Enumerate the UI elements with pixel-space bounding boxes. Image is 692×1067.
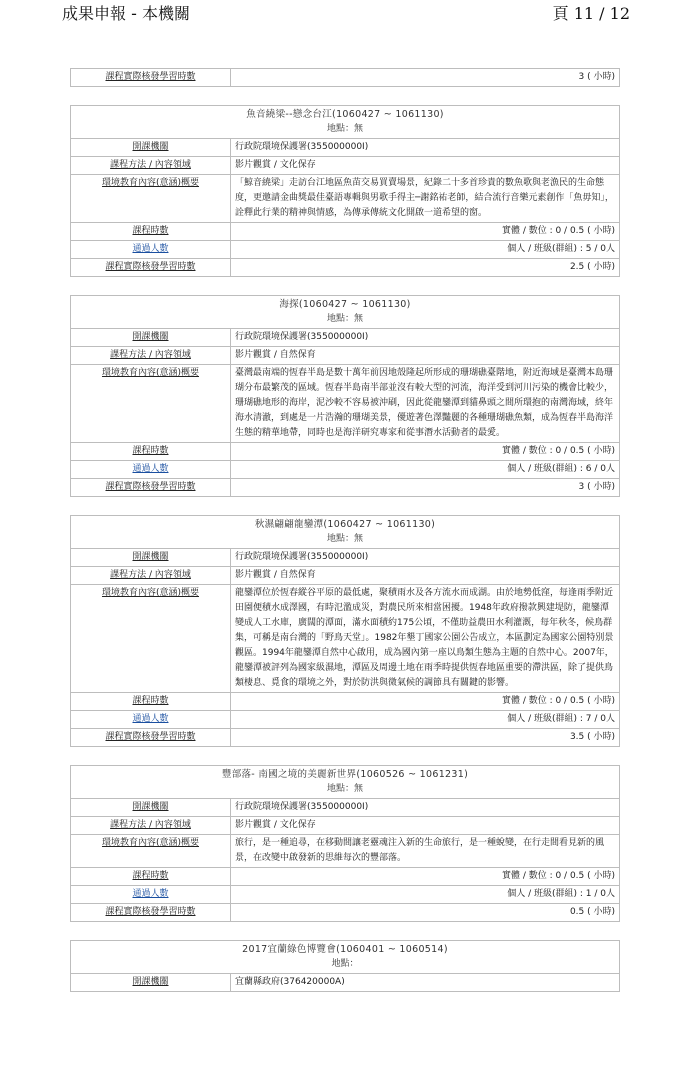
people-label[interactable] [71, 711, 231, 729]
people-link[interactable]: 通過人數 [132, 889, 169, 899]
method-label: 課程方法 / 內容領域 [71, 817, 231, 835]
org-label: 開課機關 [71, 329, 231, 347]
report-content [70, 68, 620, 992]
org-label: 開課機關 [71, 799, 231, 817]
method-label: 課程方法 / 內容領域 [71, 567, 231, 585]
people-label[interactable] [71, 461, 231, 479]
page-number: 頁 11 / 12 [552, 4, 630, 23]
course-title: 海探(1060427 ~ 1061130) 地點：無 [71, 296, 620, 329]
org-value: 行政院環境保護署(355000000I) [231, 549, 620, 567]
people-link[interactable]: 通過人數 [132, 714, 169, 724]
page-header [0, 0, 692, 28]
issued-hours-value: 3 ( 小時) [231, 69, 620, 87]
summary-value: 臺灣最南端的恆春半島是數十萬年前因地殼隆起所形成的珊瑚礁臺階地，附近海域是臺灣本島珊瑚分布最繁茂的區域。恆春半島南半部並沒有較大型的河流，海洋受到河川污染的機會比較少，珊瑚礁地形的海岸，泥沙較不容易被沖刷，因此從龍鑾潭到貓鼻頭之間所環抱的南灣海域，終年海水清澈，到處是一片浩瀚的珊瑚美景，優遊著色澤豔麗的各種珊瑚礁魚類，成為恆春半島海洋生態的精華地帶，同時也是海洋研究專家和從事潛水活動者的最愛。 [231, 365, 620, 443]
issued-hours-label: 課程實際核發學習時數 [71, 69, 231, 87]
method-label: 課程方法 / 內容領域 [71, 157, 231, 175]
people-label[interactable] [71, 886, 231, 904]
summary-label: 環境教育內容(意涵)概要 [71, 365, 231, 443]
course-title: 豐部落- 南國之境的美麗新世界(1060526 ~ 1061231) 地點：無 [71, 766, 620, 799]
hours-value: 實體 / 數位 : 0 / 0.5 ( 小時) [231, 223, 620, 241]
hours-label: 課程時數 [71, 693, 231, 711]
issued-hours-label: 課程實際核發學習時數 [71, 259, 231, 277]
summary-label: 環境教育內容(意涵)概要 [71, 835, 231, 868]
method-value: 影片觀賞 / 文化保存 [231, 817, 620, 835]
org-label: 開課機關 [71, 549, 231, 567]
issued-hours-value: 0.5 ( 小時) [231, 904, 620, 922]
issued-hours-label: 課程實際核發學習時數 [71, 904, 231, 922]
org-value: 行政院環境保護署(355000000I) [231, 139, 620, 157]
course-record [70, 940, 620, 992]
course-title: 秋濕翩翩龍鑾潭(1060427 ~ 1061130) 地點：無 [71, 516, 620, 549]
course-title: 魚音繞梁--戀念台江(1060427 ~ 1061130) 地點：無 [71, 106, 620, 139]
people-value: 個人 / 班級(群組) : 7 / 0人 [231, 711, 620, 729]
summary-value: 旅行，是一種追尋，在移動間讓老靈魂注入新的生命旅行，是一種蛻變，在行走間看見新的風景，在改變中啟發新的思維每次的豐部落。 [231, 835, 620, 868]
summary-value: 「鯨音繞梁」走訪台江地區魚苗交易買賣場景，紀錄二十多首珍貴的數魚歌與老漁民的生命態度，更邀請金曲獎最佳臺語專輯與男歌手得主─謝銘祐老師，結合流行音樂元素創作「魚毋知」，詮釋此行業的精神與情感，為傳承傳統文化開啟一道希望的窗。 [231, 175, 620, 223]
issued-hours-value: 2.5 ( 小時) [231, 259, 620, 277]
issued-hours-label: 課程實際核發學習時數 [71, 479, 231, 497]
issued-hours-value: 3 ( 小時) [231, 479, 620, 497]
issued-hours-value: 3.5 ( 小時) [231, 729, 620, 747]
method-value: 影片觀賞 / 文化保存 [231, 157, 620, 175]
course-record [70, 515, 620, 747]
prev-course-tail [70, 68, 620, 87]
org-value: 行政院環境保護署(355000000I) [231, 329, 620, 347]
org-value: 宜蘭縣政府(376420000A) [231, 974, 620, 992]
summary-label: 環境教育內容(意涵)概要 [71, 585, 231, 693]
summary-value: 龍鑾潭位於恆春縱谷平原的最低處，聚積雨水及各方流水而成湖。由於地勢低窪，每逢雨季附近田園便積水成澤國，有時氾濫成災，對農民所來相當困擾。1948年政府撥款興建堤防，龍鑾潭變成人工水庫，廣闊的潭面，滿水面積約175公頃，不僅助益農田水利灌溉，每年秋冬，候鳥群集，可稱是南台灣的「野鳥天堂」。1982年墾丁國家公園公告成立，本區劃定為國家公園特別景觀區。1994年龍鑾潭自然中心啟用，成為國內第一座以鳥類生態為主題的自然中心。2007年，龍鑾潭被評列為國家級濕地，潭區及周邊土地在雨季時提供恆春地區重要的滯洪區，除了提供鳥類棲息、覓食的環境之外，對於防洪與微氣候的調節具有關鍵的影響。 [231, 585, 620, 693]
people-value: 個人 / 班級(群組) : 6 / 0人 [231, 461, 620, 479]
summary-label: 環境教育內容(意涵)概要 [71, 175, 231, 223]
people-value: 個人 / 班級(群組) : 5 / 0人 [231, 241, 620, 259]
course-record [70, 295, 620, 497]
hours-value: 實體 / 數位 : 0 / 0.5 ( 小時) [231, 868, 620, 886]
course-title: 2017宜蘭綠色博覽會(1060401 ~ 1060514) 地點： [71, 941, 620, 974]
course-record [70, 105, 620, 277]
issued-hours-label: 課程實際核發學習時數 [71, 729, 231, 747]
hours-value: 實體 / 數位 : 0 / 0.5 ( 小時) [231, 443, 620, 461]
hours-label: 課程時數 [71, 868, 231, 886]
method-label: 課程方法 / 內容領域 [71, 347, 231, 365]
people-link[interactable]: 通過人數 [132, 244, 169, 254]
report-title: 成果申報 - 本機關 [62, 4, 190, 23]
hours-label: 課程時數 [71, 223, 231, 241]
org-label: 開課機關 [71, 974, 231, 992]
people-label[interactable] [71, 241, 231, 259]
method-value: 影片觀賞 / 自然保育 [231, 567, 620, 585]
org-label: 開課機關 [71, 139, 231, 157]
people-link[interactable]: 通過人數 [132, 464, 169, 474]
hours-label: 課程時數 [71, 443, 231, 461]
org-value: 行政院環境保護署(355000000I) [231, 799, 620, 817]
people-value: 個人 / 班級(群組) : 1 / 0人 [231, 886, 620, 904]
course-record [70, 765, 620, 922]
method-value: 影片觀賞 / 自然保育 [231, 347, 620, 365]
hours-value: 實體 / 數位 : 0 / 0.5 ( 小時) [231, 693, 620, 711]
